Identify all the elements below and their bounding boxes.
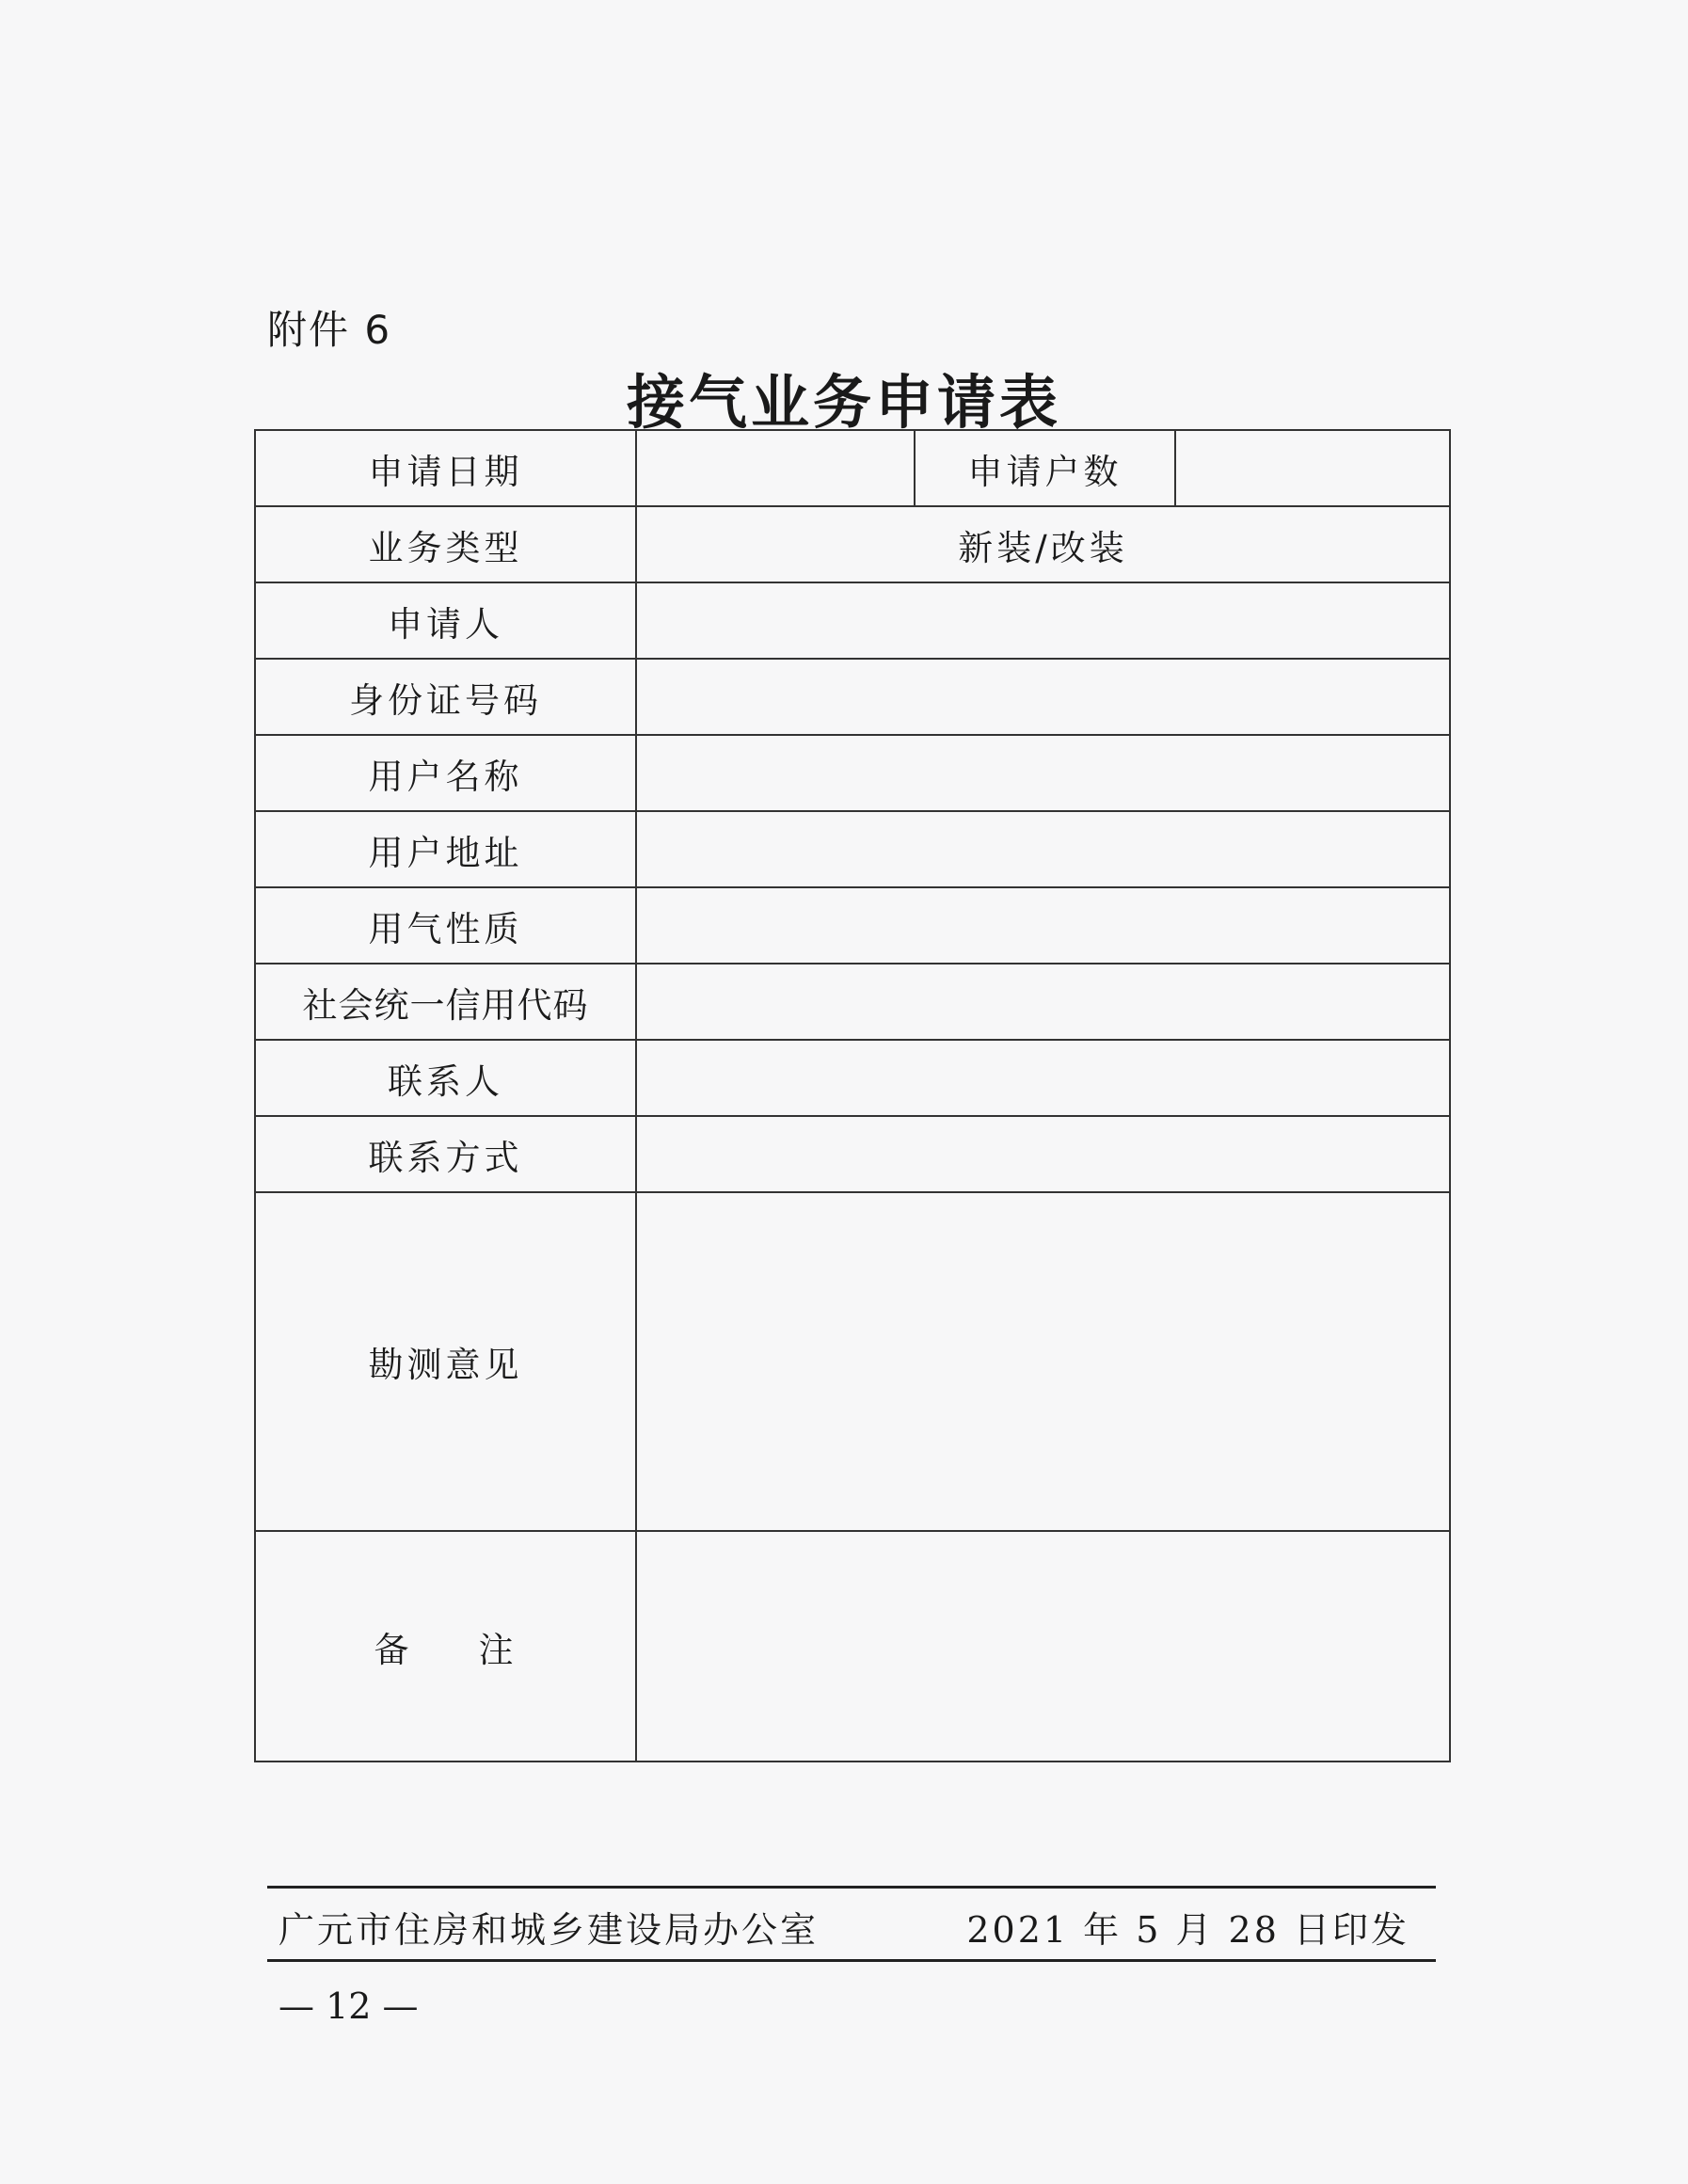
application-date-field[interactable] xyxy=(636,430,915,506)
user-address-label: 用户地址 xyxy=(255,811,636,887)
table-row xyxy=(255,430,1450,506)
table-row xyxy=(255,964,1450,1040)
table-row xyxy=(255,811,1450,887)
form-title: 接气业务申请表 xyxy=(626,368,1061,437)
table-row xyxy=(255,735,1450,811)
contact-info-label: 联系方式 xyxy=(255,1116,636,1192)
gas-usage-type-field[interactable] xyxy=(636,887,1450,964)
business-type-value[interactable]: 新装/改装 xyxy=(636,506,1450,582)
contact-person-label: 联系人 xyxy=(255,1040,636,1116)
page-number: — 12 — xyxy=(279,1985,419,2027)
gas-usage-type-label: 用气性质 xyxy=(255,887,636,964)
table-row xyxy=(255,1116,1450,1192)
credit-code-label: 社会统一信用代码 xyxy=(255,964,636,1040)
survey-opinion-label: 勘测意见 xyxy=(255,1192,636,1531)
remarks-field[interactable] xyxy=(636,1531,1450,1762)
issuer-name: 广元市住房和城乡建设局办公室 xyxy=(279,1909,820,1951)
table-row xyxy=(255,582,1450,659)
id-number-label: 身份证号码 xyxy=(255,659,636,735)
application-date-label: 申请日期 xyxy=(255,430,636,506)
table-row xyxy=(255,659,1450,735)
contact-person-field[interactable] xyxy=(636,1040,1450,1116)
application-form-table xyxy=(254,429,1451,1762)
applicant-label: 申请人 xyxy=(255,582,636,659)
table-row xyxy=(255,887,1450,964)
id-number-field[interactable] xyxy=(636,659,1450,735)
business-type-label: 业务类型 xyxy=(255,506,636,582)
remarks-label-part2: 注 xyxy=(478,1629,518,1670)
credit-code-field[interactable] xyxy=(636,964,1450,1040)
table-row xyxy=(255,1192,1450,1531)
household-count-label: 申请户数 xyxy=(915,430,1175,506)
household-count-field[interactable] xyxy=(1175,430,1450,506)
table-row xyxy=(255,506,1450,582)
table-row xyxy=(255,1040,1450,1116)
remarks-label-part1: 备 xyxy=(374,1629,413,1670)
survey-opinion-field[interactable] xyxy=(636,1192,1450,1531)
applicant-field[interactable] xyxy=(636,582,1450,659)
footer-top-rule xyxy=(267,1886,1436,1889)
table-row xyxy=(255,1531,1450,1762)
user-name-field[interactable] xyxy=(636,735,1450,811)
user-address-field[interactable] xyxy=(636,811,1450,887)
remarks-label xyxy=(255,1531,636,1762)
attachment-label: 附件 6 xyxy=(267,307,392,353)
footer-bottom-rule xyxy=(267,1959,1436,1962)
issue-date: 2021 年 5 月 28 日印发 xyxy=(966,1909,1409,1951)
contact-info-field[interactable] xyxy=(636,1116,1450,1192)
user-name-label: 用户名称 xyxy=(255,735,636,811)
